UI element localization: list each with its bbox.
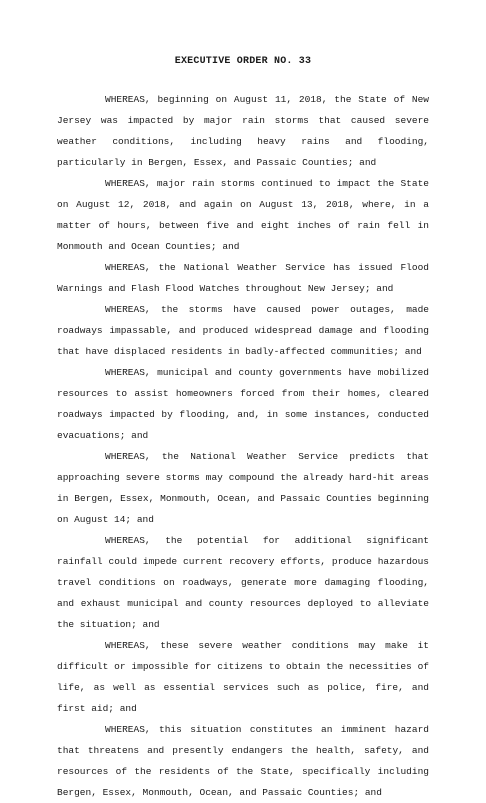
whereas-paragraph-6: WHEREAS, the National Weather Service predicts that approaching severe storms may compound the already hard-hit areas in Bergen, Essex, Monmouth, Ocean, and Passaic Counties beginning on August 14; and (57, 451, 429, 525)
document-title: EXECUTIVE ORDER NO. 33 (174, 56, 312, 67)
whereas-paragraph-3: WHEREAS, the National Weather Service has issued Flood Warnings and Flash Flood Watches throughout New Jersey; and (57, 262, 429, 294)
whereas-paragraph-7: WHEREAS, the potential for additional significant rainfall could impede current recovery efforts, produce hazardous travel conditions on roadways, generate more damaging flooding, and exhaust municipal and county resources deployed to alleviate the situation; and (57, 535, 429, 630)
whereas-paragraph-5: WHEREAS, municipal and county governments have mobilized resources to assist homeowners forced from their homes, cleared roadways impacted by flooding, and, in some instances, conducted evacuations; and (57, 367, 429, 441)
whereas-paragraph-4: WHEREAS, the storms have caused power outages, made roadways impassable, and produced widespread damage and flooding that have displaced residents in badly-affected communities; and (57, 304, 429, 357)
whereas-paragraph-2: WHEREAS, major rain storms continued to impact the State on August 12, 2018, and again on August 13, 2018, where, in a matter of hours, between five and eight inches of rain fell in Monmouth and Ocean Counties; and (57, 178, 429, 252)
document-body (57, 89, 429, 803)
whereas-paragraph-8: WHEREAS, these severe weather conditions may make it difficult or impossible for citizens to obtain the necessities of life, as well as essential services such as police, fire, and first aid; and (57, 640, 429, 714)
whereas-paragraph-9: WHEREAS, this situation constitutes an imminent hazard that threatens and presently endangers the health, safety, and resources of the residents of the State, specifically including Bergen, Essex, Monmouth, Ocean, and Passaic Counties; and (57, 724, 429, 798)
whereas-paragraph-1: WHEREAS, beginning on August 11, 2018, the State of New Jersey was impacted by major rain storms that caused severe weather conditions, including heavy rains and flooding, particularly in Bergen, Essex, and Passaic Counties; and (57, 94, 429, 168)
